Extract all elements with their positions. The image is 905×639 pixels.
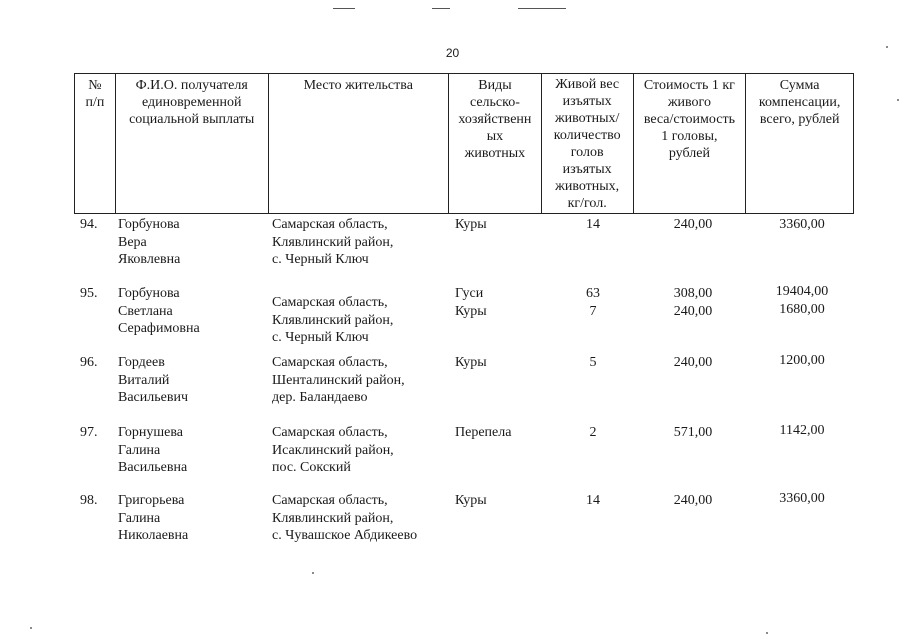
animal-type: Гуси Куры xyxy=(455,286,487,319)
row-number: 98. xyxy=(80,493,98,508)
unit-cost: 571,00 xyxy=(673,425,713,440)
scan-speck xyxy=(897,99,899,101)
unit-cost: 240,00 xyxy=(673,355,713,370)
header-animal-type: Виды сельско- хозяйственн ых животных xyxy=(449,74,542,213)
unit-cost: 308,00 240,00 xyxy=(673,286,713,319)
header-weight-count: Живой вес изъятых животных/ количество голов изъятых животных, кг/гол. xyxy=(542,74,634,213)
scan-speck xyxy=(30,627,32,629)
row-number: 95. xyxy=(80,286,98,301)
weight-count: 14 xyxy=(586,493,600,508)
table-row xyxy=(74,424,854,494)
row-number: 94. xyxy=(80,217,98,232)
residence: Самарская область, Клявлинский район, с. Черный Ключ xyxy=(272,295,394,345)
row-number: 97. xyxy=(80,425,98,440)
compensation-sum: 3360,00 xyxy=(779,217,825,232)
compensation-sum: 19404,00 1680,00 xyxy=(775,284,829,317)
unit-cost: 240,00 xyxy=(673,493,713,508)
scan-artifact-line xyxy=(432,8,450,9)
header-recipient: Ф.И.О. получателя единовременной социальной выплаты xyxy=(116,74,269,213)
header-compensation: Сумма компенсации, всего, рублей xyxy=(758,78,841,127)
weight-count: 2 xyxy=(589,425,597,440)
compensation-sum: 1200,00 xyxy=(779,353,825,368)
recipient-name: Горнушева Галина Васильевна xyxy=(118,425,188,475)
compensation-sum: 1142,00 xyxy=(779,423,825,438)
header-number: № п/п xyxy=(75,74,116,213)
scan-speck xyxy=(312,572,314,574)
compensation-sum: 3360,00 xyxy=(779,491,825,506)
residence: Самарская область, Исаклинский район, пос. Сокский xyxy=(272,425,394,475)
weight-count: 63 7 xyxy=(586,286,600,319)
scan-speck xyxy=(766,632,768,634)
weight-count: 14 xyxy=(586,217,600,232)
recipient-name: Григорьева Галина Николаевна xyxy=(118,493,189,543)
recipient-name: Горбунова Вера Яковлевна xyxy=(118,217,181,267)
header-residence: Место жительства xyxy=(269,74,450,213)
table-row xyxy=(74,285,854,355)
animal-type: Перепела xyxy=(455,425,512,440)
recipient-name: Горбунова Светлана Серафимовна xyxy=(118,286,200,336)
unit-cost: 240,00 xyxy=(673,217,713,232)
weight-count: 5 xyxy=(589,355,597,370)
residence: Самарская область, Клявлинский район, с. Чувашское Абдикеево xyxy=(272,493,418,543)
recipient-name: Гордеев Виталий Васильевич xyxy=(118,355,188,405)
table-row xyxy=(74,492,854,562)
table-row xyxy=(74,216,854,286)
residence: Самарская область, Шенталинский район, дер. Баландаево xyxy=(272,355,405,405)
table-header xyxy=(74,73,854,214)
page-number: 20 xyxy=(445,46,460,60)
animal-type: Куры xyxy=(455,493,487,508)
scan-artifact-line xyxy=(333,8,355,9)
residence: Самарская область, Клявлинский район, с. Черный Ключ xyxy=(272,217,394,267)
row-number: 96. xyxy=(80,355,98,370)
table-row xyxy=(74,354,854,424)
scan-artifact-line xyxy=(518,8,566,9)
header-unit-cost: Стоимость 1 кг живого веса/стоимость 1 головы, рублей xyxy=(634,74,747,213)
animal-type: Куры xyxy=(455,355,487,370)
animal-type: Куры xyxy=(455,217,487,232)
